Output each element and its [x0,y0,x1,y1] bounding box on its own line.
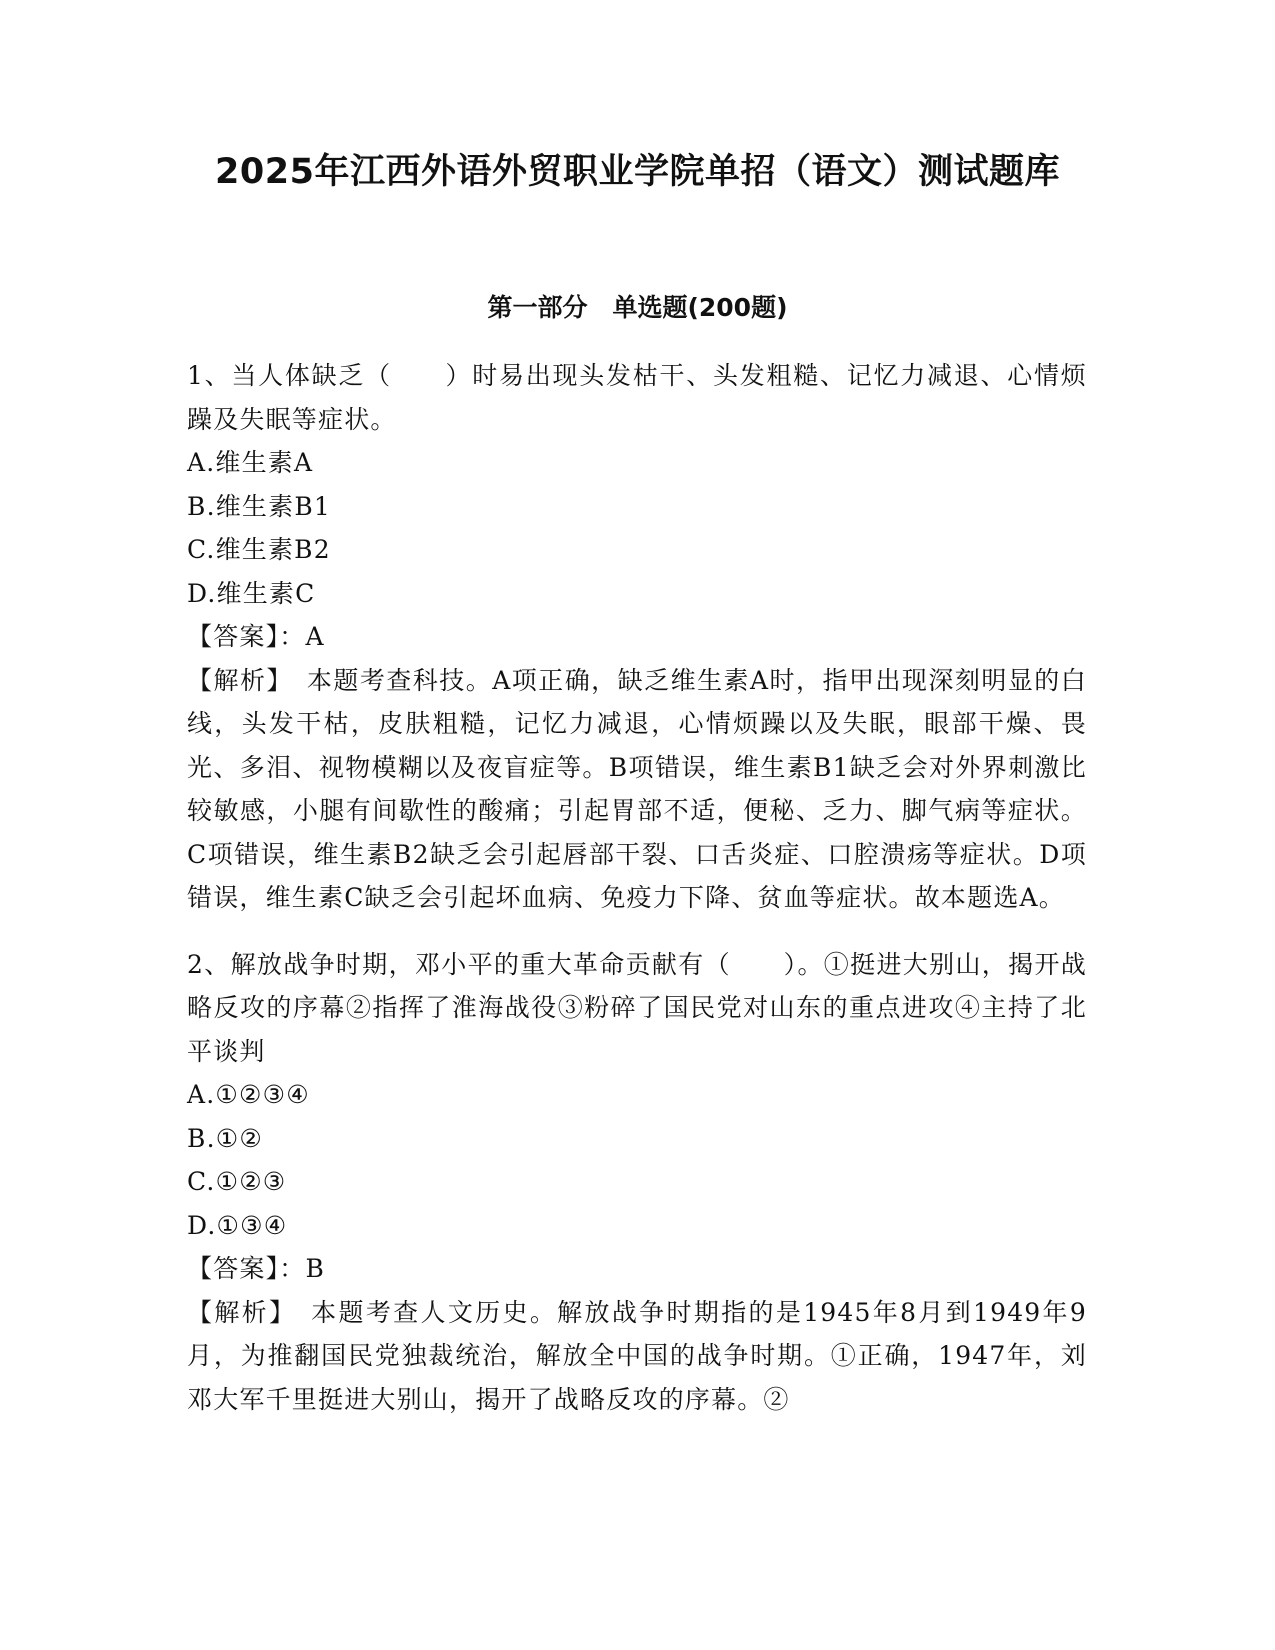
section-title: 第一部分 单选题(200题) [487,293,788,322]
option-a: A.①②③④ [187,1080,310,1109]
option-d: D.维生素C [187,578,316,608]
option-b: B.①② [187,1123,263,1153]
question-list [187,354,1087,1421]
analysis: 【解析】 本题考查科技。A项正确，缺乏维生素A时，指甲出现深刻明显的白线，头发干枯，皮肤粗糙，记忆力减退，心情烦躁以及失眠，眼部干燥、畏光、多泪、视物模糊以及夜盲症等。B项错误，维生素B1缺乏会对外界刺激比较敏感，小腿有间歇性的酸痛；引起胃部不适，便秘、乏力、脚气病等症状。C项错误，维生素B2缺乏会引起唇部干裂、口舌炎症、口腔溃疡等症状。D项错误，维生素C缺乏会引起坏血病、免疫力下降、贫血等症状。故本题选A。 [187,665,1087,912]
question-2 [187,943,1087,1422]
option-c: C.维生素B2 [187,535,331,564]
question-stem: 1、当人体缺乏（ ）时易出现头发枯干、头发粗糙、记忆力减退、心情烦躁及失眠等症状。 [187,361,1087,434]
question-stem: 2、解放战争时期，邓小平的重大革命贡献有（ ）。①挺进大别山，揭开战略反攻的序幕②指挥了淮海战役③粉碎了国民党对山东的重点进攻④主持了北平谈判 [187,949,1087,1066]
question-1 [187,354,1087,920]
option-b: B.维生素B1 [187,491,331,521]
analysis: 【解析】 本题考查人文历史。解放战争时期指的是1945年8月到1949年9月，为推翻国民党独裁统治，解放全中国的战争时期。①正确，1947年，刘邓大军千里挺进大别山，揭开了战略反攻的序幕。② [187,1297,1087,1414]
option-d: D.①③④ [187,1210,288,1240]
option-c: C.①②③ [187,1167,287,1196]
answer: 【答案】：A [187,622,325,651]
option-a: A.维生素A [187,448,314,477]
answer: 【答案】：B [187,1254,326,1283]
document-title: 2025年江西外语外贸职业学院单招（语文）测试题库 [215,152,1060,192]
